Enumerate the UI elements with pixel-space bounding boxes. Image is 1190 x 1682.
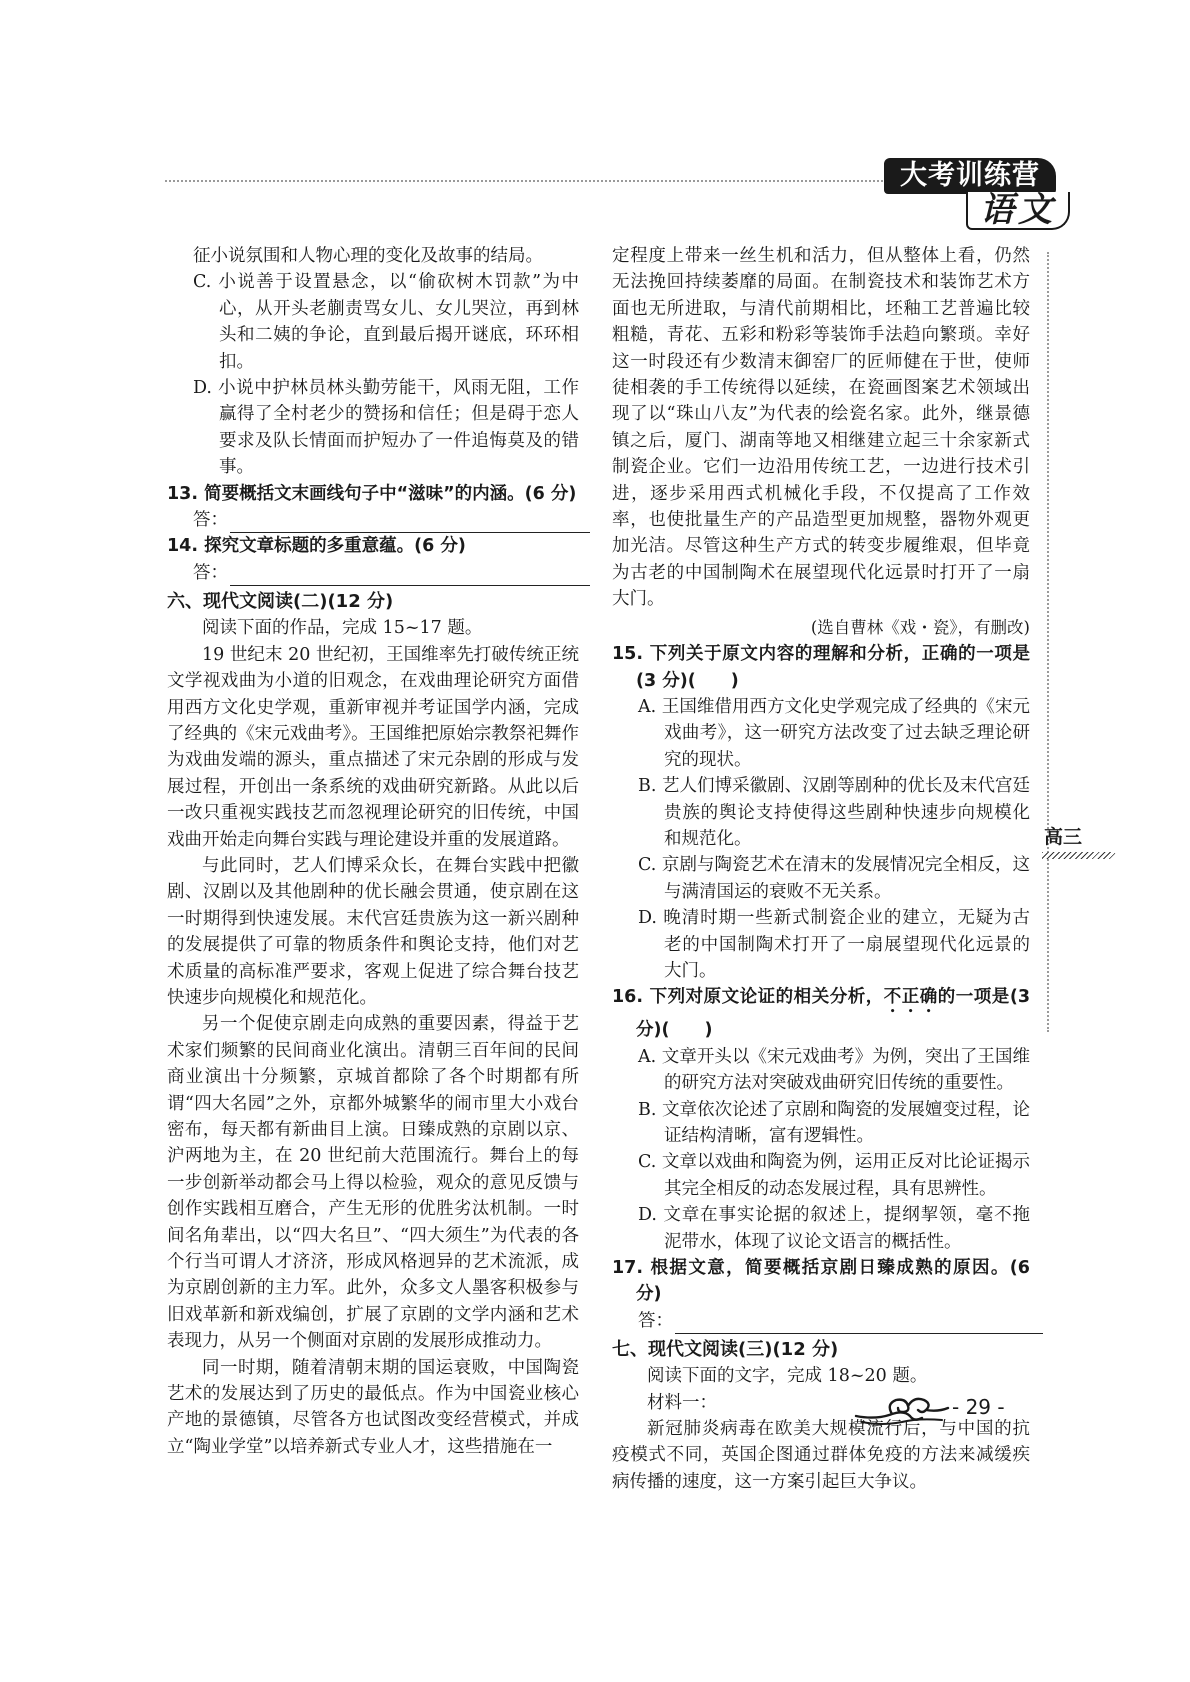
question-17: 17. 根据文意，简要概括京剧日臻成熟的原因。(6 分): [612, 1258, 1030, 1305]
right-column: [612, 243, 1030, 1495]
grade-label: 高三: [1044, 826, 1083, 848]
left-column: [167, 243, 579, 1460]
answer-label: 答：: [193, 510, 228, 531]
grade-stripe-decoration: [1042, 852, 1116, 859]
passage-paragraph-1: 19 世纪末 20 世纪初，王国维率先打破传统正统文学视戏曲为小道的旧观念，在戏曲理论研究方面借用西方文化史学观，重新审视并考证国学内涵，完成了经典的《宋元戏曲考》。王国维把原始宗教祭祀舞作为戏曲发端的源头，重点描述了宋元杂剧的形成与发展过程，开创出一条系统的戏曲研究新路。从此以后一改只重视实践技艺而忽视理论研究的旧传统，中国戏曲开始走向舞台实践与理论建设并重的发展道路。: [167, 644, 579, 850]
answer-14[interactable]: [167, 560, 579, 586]
option-c: C. 小说善于设置悬念，以“偷砍树木罚款”为中心，从开头老蒯责骂女儿、女儿哭泣，再到林头和二姨的争论，直到最后揭开谜底，环环相扣。: [193, 272, 579, 372]
question-16-text-end: 的一项是(3 分)( ): [636, 987, 1030, 1041]
question-16-text: 16. 下列对原文论证的相关分析，: [612, 987, 884, 1008]
answer-label: 答：: [193, 562, 228, 583]
question-15-option-a[interactable]: A. 王国维借用西方文化史学观完成了经典的《宋元戏曲考》，这一研究方法改变了过去缺乏理论研究的现状。: [638, 696, 1030, 770]
section-6-intro: 阅读下面的作品，完成 15~17 题。: [202, 618, 483, 639]
answer-13[interactable]: [167, 507, 579, 533]
grade-tab: [1042, 822, 1116, 862]
question-15: 15. 下列关于原文内容的理解和分析，正确的一项是(3 分)( ): [612, 644, 1030, 691]
question-13: 13. 简要概括文末画线句子中“滋味”的内涵。(6 分): [167, 483, 577, 504]
question-14: 14. 探究文章标题的多重意蕴。(6 分): [167, 536, 466, 557]
option-b-cont: 征小说氛围和人物心理的变化及故事的结局。: [193, 246, 543, 266]
page-number: - 29 -: [952, 1395, 1005, 1419]
header-dotted-rule: [165, 180, 883, 182]
brand-logo: [884, 158, 1064, 228]
answer-label: 答：: [638, 1310, 673, 1331]
section-6-heading: 六、现代文阅读(二)(12 分): [167, 591, 394, 613]
passage-paragraph-4: 同一时期，随着清朝末期的国运衰败，中国陶瓷艺术的发展达到了历史的最低点。作为中国瓷业核心产地的景德镇，尽管各方也试图改变经营模式，并成立“陶业学堂”以培养新式专业人才，这些措施在一: [167, 1357, 579, 1457]
source-citation: (选自曹林《戏・瓷》，有删改): [810, 617, 1030, 637]
question-15-option-d[interactable]: D. 晚清时期一些新式制瓷企业的建立，无疑为古老的中国制陶术打开了一扇展望现代化远景的大门。: [638, 908, 1030, 981]
side-dotted-rule: [1047, 252, 1049, 1032]
question-16-option-b[interactable]: B. 文章依次论述了京剧和陶瓷的发展嬗变过程，论证结构清晰，富有逻辑性。: [638, 1099, 1030, 1146]
question-16-emphasis: 不正确: [883, 987, 938, 1008]
option-d: D. 小说中护林员林头勤劳能干，风雨无阻，工作赢得了全村老少的赞扬和信任；但是碍于恋人要求及队长情面而护短办了一件追悔莫及的错事。: [193, 378, 579, 478]
question-16-option-a[interactable]: A. 文章开头以《宋元戏曲考》为例，突出了王国维的研究方法对突破戏曲研究旧传统的重要性。: [638, 1046, 1030, 1094]
material-1-text: 新冠肺炎病毒在欧美大规模流行后，与中国的抗疫模式不同，英国企图通过群体免疫的方法来减缓疾病传播的速度，这一方案引起巨大争议。: [612, 1419, 1030, 1492]
answer-line[interactable]: [230, 565, 590, 586]
page-footer: [852, 1390, 1052, 1430]
brand-subject: 语文: [966, 192, 1070, 230]
question-16-option-c[interactable]: C. 文章以戏曲和陶瓷为例，运用正反对比论证揭示其完全相反的动态发展过程，具有思辨性。: [638, 1152, 1030, 1199]
question-15-option-b[interactable]: B. 艺人们博采徽剧、汉剧等剧种的优长及末代宫廷贵族的舆论支持使得这些剧种快速步向规模化和规范化。: [638, 776, 1030, 849]
question-16-option-d[interactable]: D. 文章在事实论据的叙述上，提纲挈领，毫不拖泥带水，体现了议论文语言的概括性。: [638, 1205, 1030, 1252]
question-15-option-c[interactable]: C. 京剧与陶瓷艺术在清末的发展情况完全相反，这与满清国运的衰败不无关系。: [638, 855, 1030, 902]
passage-paragraph-3: 另一个促使京剧走向成熟的重要因素，得益于艺术家们频繁的民间商业化演出。清朝三百年间的民间商业演出十分频繁，京城首都除了各个时期都有所谓“四大名园”之外，京都外城繁华的闹市里大小戏台密布，每天都有新曲目上演。日臻成熟的京剧以京、沪两地为主，在 20 世纪前大范围流行。舞台上的每一步创新举动都会马上得以检验，观众的意见反馈与创作实践相互磨合，产生无形的优胜劣汰机制。一时间名角辈出，以“四大名旦”、“四大须生”为代表的各个行当可谓人才济济，形成风格迥异的艺术流派，成为京剧创新的主力军。此外，众多文人墨客积极参与旧戏革新和新戏编创，扩展了京剧的文学内涵和艺术表现力，从另一个侧面对京剧的发展形成推动力。: [167, 1014, 579, 1352]
section-7-intro: 阅读下面的文字，完成 18~20 题。: [647, 1366, 928, 1387]
passage-paragraph-2: 与此同时，艺人们博采众长，在舞台实践中把徽剧、汉剧以及其他剧种的优长融会贯通，使京剧在这一时期得到快速发展。末代宫廷贵族为这一新兴剧种的发展提供了可靠的物质条件和舆论支持，他们对艺术质量的高标准严要求，客观上促进了综合舞台技艺快速步向规模化和规范化。: [167, 855, 579, 1008]
question-16: [612, 984, 1030, 1043]
brand-title: 大考训练营: [884, 158, 1056, 194]
passage-paragraph-4-cont: 定程度上带来一丝生机和活力，但从整体上看，仍然无法挽回持续萎靡的局面。在制瓷技术和装饰艺术方面也无所进取，与清代前期相比，坯釉工艺普遍比较粗糙，青花、五彩和粉彩等装饰手法趋向繁琐。幸好这一时段还有少数清末御窑厂的匠师健在于世，使师徒相袭的手工传统得以延续，在瓷画图案艺术领域出现了以“珠山八友”为代表的绘瓷名家。此外，继景德镇之后，厦门、湖南等地又相继建立起三十余家新式制瓷企业。它们一边沿用传统工艺，一边进行技术引进，逐步采用西式机械化手段，不仅提高了工作效率，也使批量生产的产品造型更加规整，器物外观更加光洁。尽管这种生产方式的转变步履维艰，但毕竟为古老的中国制陶术在展望现代化远景时打开了一扇大门。: [612, 246, 1030, 610]
answer-17[interactable]: [612, 1308, 1030, 1334]
section-7-heading: 七、现代文阅读(三)(12 分): [612, 1339, 839, 1361]
answer-line[interactable]: [230, 512, 590, 533]
cloud-ornament-icon: [852, 1390, 952, 1430]
answer-line[interactable]: [675, 1313, 1043, 1334]
material-1-label: 材料一：: [647, 1392, 717, 1413]
